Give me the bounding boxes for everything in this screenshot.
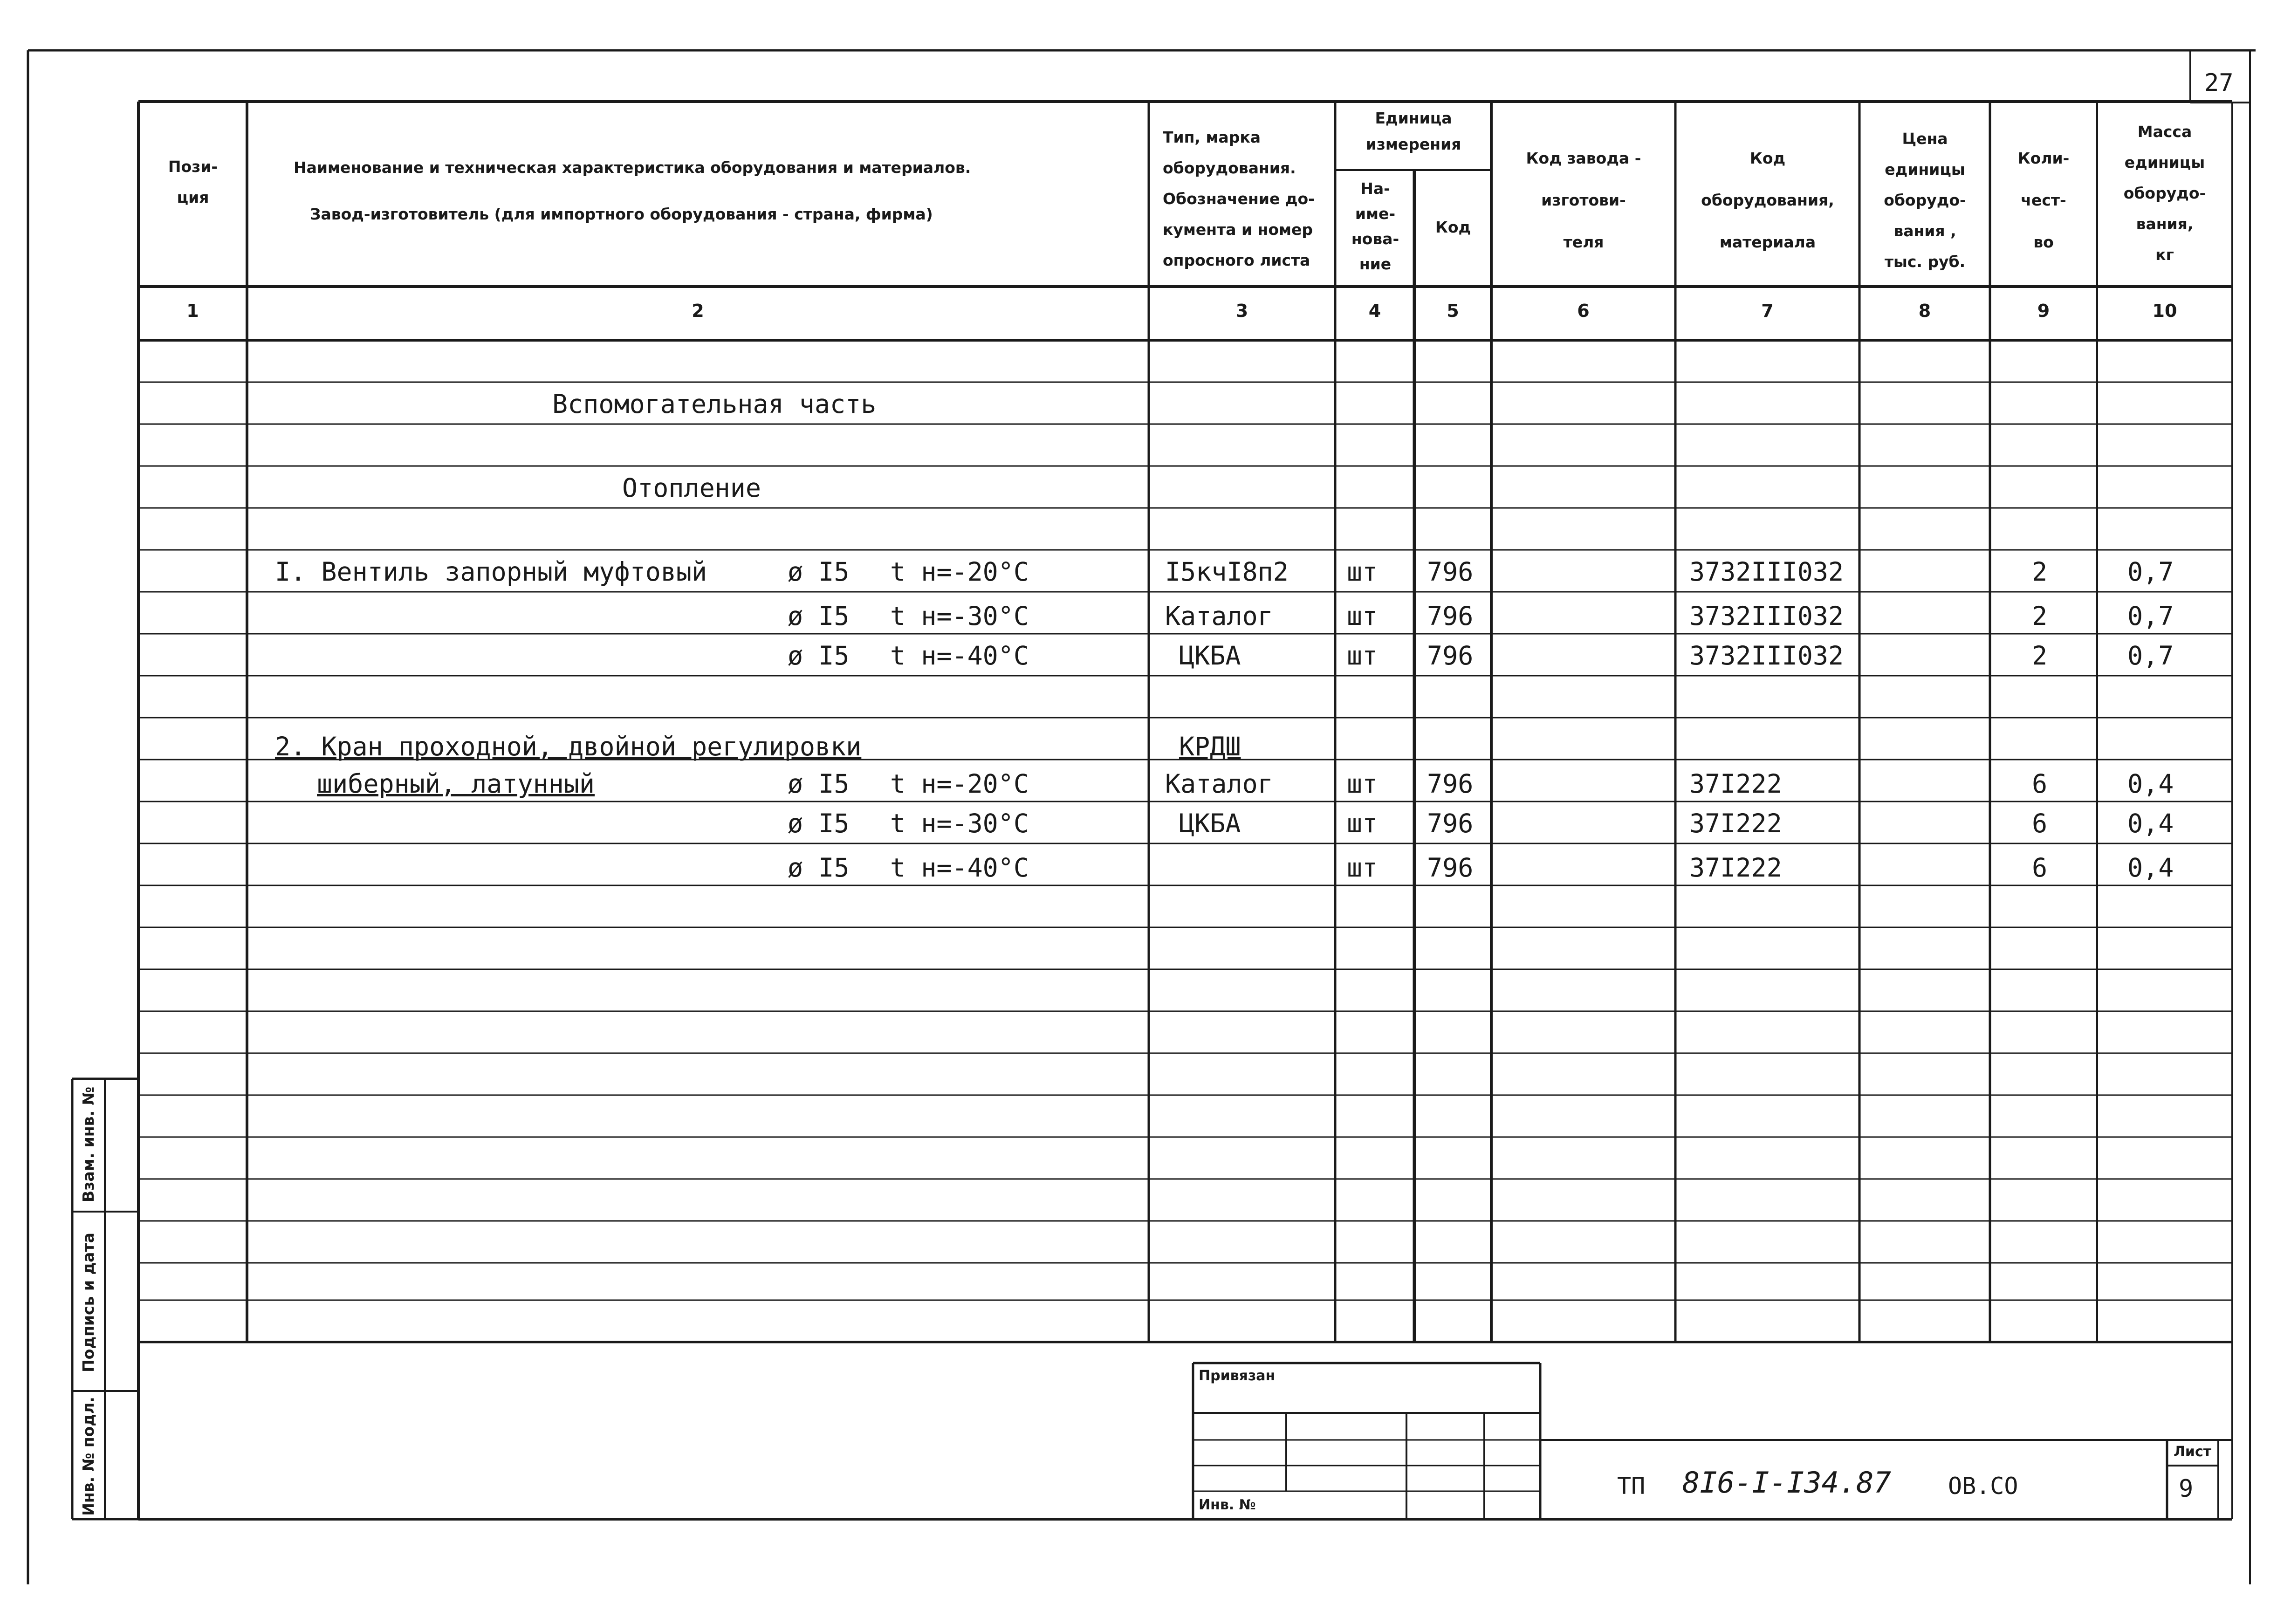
header-name: Наименование и техническая характеристика оборудования и материалов. Завод-изготовитель (для импортного оборудования - страна, фирма) (294, 158, 971, 223)
item-temperature: t н=-30°С (890, 601, 1029, 631)
header-mass: Масса единицы оборудо- вания, кг (2123, 123, 2206, 264)
item-diameter: ø I5 (788, 853, 850, 883)
header-position: Пози- ция (168, 158, 218, 206)
item-quantity: 2 (2032, 641, 2048, 671)
item-unit-code: 796 (1427, 809, 1474, 838)
header-equipment-code: Код оборудования, материала (1701, 149, 1834, 251)
item-equipment-code: 37I222 (1689, 769, 1782, 799)
section-title-part: Вспомогательная часть (552, 389, 877, 419)
column-number: 2 (692, 301, 704, 321)
item-equipment-code: 37I222 (1689, 809, 1782, 838)
item-temperature: t н=-40°С (890, 641, 1029, 671)
item-type: ЦКБА (1179, 641, 1241, 671)
item-mass: 0,7 (2127, 641, 2174, 671)
item-name: шиберный, латунный (317, 769, 595, 799)
doc-prefix: ТП (1617, 1473, 1646, 1500)
item-mass: 0,4 (2127, 769, 2174, 799)
item-mass: 0,4 (2127, 853, 2174, 883)
column-number: 4 (1368, 301, 1381, 321)
column-number: 7 (1761, 301, 1774, 321)
doc-number: 8I6-I-I34.87 (1682, 1466, 1891, 1500)
item-name: 2. Кран проходной, двойной регулировки (275, 732, 862, 761)
header-unit-name: На- име- нова- ние (1351, 179, 1399, 273)
item-diameter: ø I5 (788, 769, 850, 799)
header-factory-code: Код завода - изготови- теля (1526, 149, 1641, 251)
item-type: ЦКБА (1179, 809, 1241, 838)
column-number: 3 (1235, 301, 1248, 321)
item-temperature: t н=-20°С (890, 769, 1029, 799)
item-quantity: 2 (2032, 601, 2048, 631)
item-diameter: ø I5 (788, 641, 850, 671)
item-quantity: 6 (2032, 853, 2048, 883)
sheet-number: 9 (2179, 1475, 2194, 1503)
header-unit-code: Код (1435, 218, 1471, 236)
item-unit: шт (1347, 809, 1378, 838)
item-unit-code: 796 (1427, 769, 1474, 799)
stamp-signature-date: Подпись и дата (79, 1233, 97, 1372)
item-equipment-code: 3732III032 (1689, 601, 1844, 631)
item-quantity: 6 (2032, 769, 2048, 799)
column-number: 6 (1577, 301, 1590, 321)
item-mass: 0,4 (2127, 809, 2174, 838)
item-equipment-code: 3732III032 (1689, 557, 1844, 587)
item-type: Каталог (1165, 601, 1273, 631)
item-temperature: t н=-30°С (890, 809, 1029, 838)
item-name: I. Вентиль запорный муфтовый (275, 557, 707, 587)
item-mass: 0,7 (2127, 601, 2174, 631)
item-unit: шт (1347, 641, 1378, 671)
item-equipment-code: 37I222 (1689, 853, 1782, 883)
header-unit-group: Единица измерения (1365, 109, 1461, 153)
stamp-original-inv: Инв. № подл. (79, 1397, 97, 1516)
item-unit-code: 796 (1427, 853, 1474, 883)
item-diameter: ø I5 (788, 809, 850, 838)
column-number: 1 (186, 301, 199, 321)
item-type: I5кчI8п2 (1165, 557, 1289, 587)
item-temperature: t н=-20°С (890, 557, 1029, 587)
column-number: 8 (1918, 301, 1931, 321)
doc-suffix: ОВ.СО (1948, 1473, 2018, 1500)
item-diameter: ø I5 (788, 601, 850, 631)
bound-label: Привязан (1199, 1368, 1276, 1384)
column-number: 10 (2152, 301, 2177, 321)
item-unit: шт (1347, 769, 1378, 799)
header-type: Тип, марка оборудования. Обозначение до- кумента и номер опросного листа (1163, 128, 1315, 269)
item-equipment-code: 3732III032 (1689, 641, 1844, 671)
stamp-replacement-inv: Взам. инв. № (79, 1086, 97, 1202)
sheet-corner-number: 27 (2204, 69, 2234, 97)
item-unit-code: 796 (1427, 557, 1474, 587)
item-unit: шт (1347, 601, 1378, 631)
column-number: 9 (2037, 301, 2050, 321)
column-number: 5 (1447, 301, 1459, 321)
item-unit-code: 796 (1427, 601, 1474, 631)
item-type: Каталог (1165, 769, 1273, 799)
header-price: Цена единицы оборудо- вания , тыс. руб. (1884, 130, 1966, 271)
item-diameter: ø I5 (788, 557, 850, 587)
item-mass: 0,7 (2127, 557, 2174, 587)
item-temperature: t н=-40°С (890, 853, 1029, 883)
header-quantity: Коли- чест- во (2017, 149, 2070, 251)
sheet-label: Лист (2174, 1444, 2212, 1460)
item-unit: шт (1347, 853, 1378, 883)
item-unit-code: 796 (1427, 641, 1474, 671)
item-quantity: 2 (2032, 557, 2048, 587)
item-quantity: 6 (2032, 809, 2048, 838)
section-title-heating: Отопление (622, 473, 761, 503)
item-unit: шт (1347, 557, 1378, 587)
inv-number-label: Инв. № (1199, 1497, 1256, 1513)
item-type: КРДШ (1179, 732, 1241, 761)
